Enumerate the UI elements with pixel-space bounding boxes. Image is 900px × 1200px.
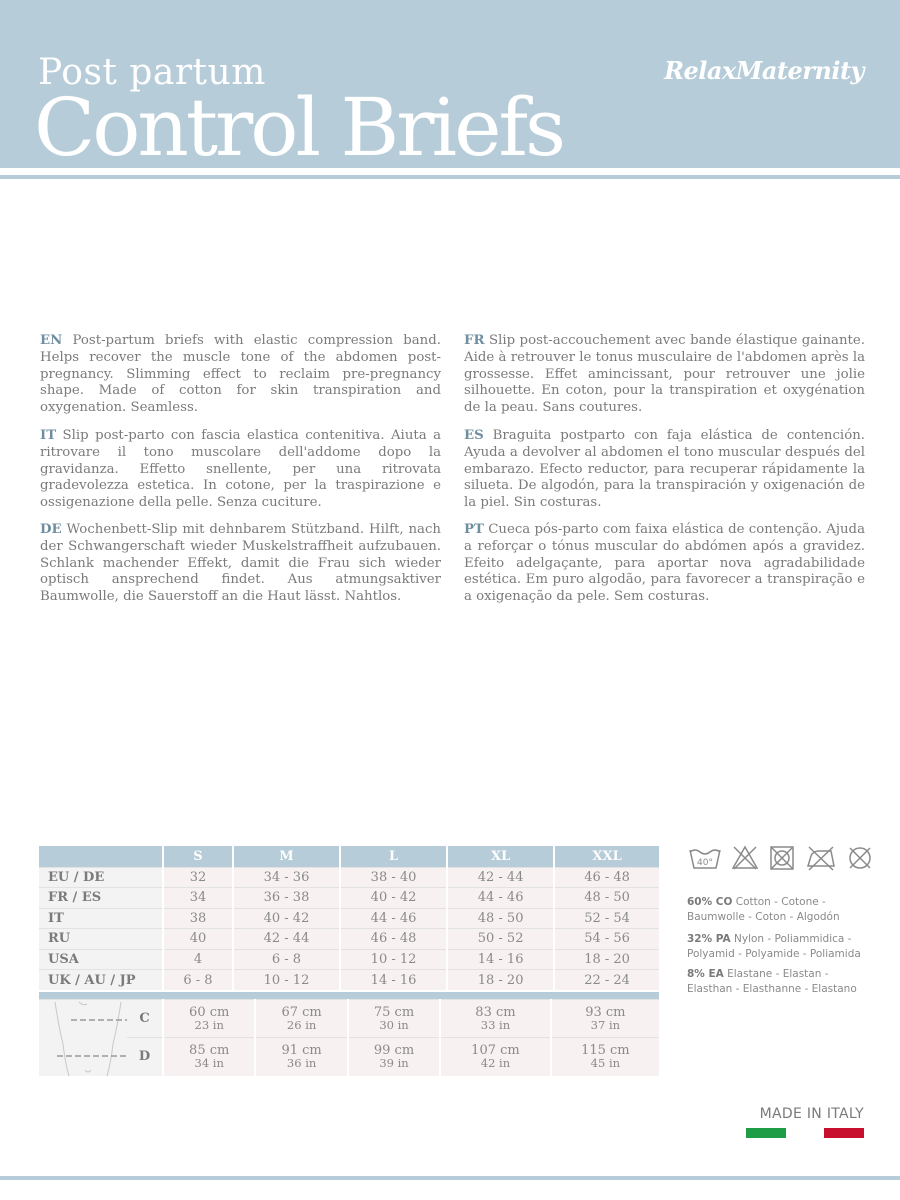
in-value: 42 in xyxy=(480,1055,511,1070)
measure-cell xyxy=(255,1038,347,1076)
measure-cell xyxy=(551,1000,659,1038)
care-symbols xyxy=(688,844,878,876)
cm-value: 93 cm xyxy=(585,1004,626,1020)
lang-code: IT xyxy=(40,428,57,443)
size-cell: 14 - 16 xyxy=(447,949,554,970)
composition-desc: Elastane - Elastan - Elasthan - Elasthanne - Elastano xyxy=(687,968,857,995)
size-cell: 46 - 48 xyxy=(554,867,659,888)
header-band xyxy=(0,0,900,168)
size-cell: 22 - 24 xyxy=(554,970,659,991)
made-in-label: MADE IN ITALY xyxy=(759,1106,864,1122)
cm-value: 75 cm xyxy=(373,1004,415,1020)
size-cell: 18 - 20 xyxy=(447,970,554,991)
country-label: FR / ES xyxy=(39,888,163,909)
measurement-table xyxy=(39,999,659,1076)
composition-nylon xyxy=(687,932,877,962)
measure-cell xyxy=(255,1000,347,1038)
in-value: 45 in xyxy=(590,1055,621,1070)
size-cell: 48 - 50 xyxy=(554,888,659,909)
cm-value: 67 cm xyxy=(281,1004,322,1020)
size-cell: 34 xyxy=(163,888,233,909)
size-cell: 32 xyxy=(163,867,233,888)
in-value: 39 in xyxy=(379,1055,409,1070)
wash-40-icon xyxy=(688,844,722,872)
size-cell: 18 - 20 xyxy=(554,949,659,970)
no-tumble-dry-icon xyxy=(768,844,796,872)
table-header-cell: L xyxy=(340,846,447,867)
table-row xyxy=(39,970,659,991)
in-value: 26 in xyxy=(286,1017,317,1032)
size-cell: 48 - 50 xyxy=(447,908,554,929)
desc-pt xyxy=(464,522,865,606)
size-cell: 34 - 36 xyxy=(233,867,340,888)
measure-letter-c: C xyxy=(127,1000,163,1038)
flag-green-stripe xyxy=(746,1128,786,1138)
desc-fr xyxy=(464,333,865,417)
no-iron-icon xyxy=(805,844,837,872)
flag-red-stripe xyxy=(824,1128,864,1138)
size-cell: 36 - 38 xyxy=(233,888,340,909)
in-value: 36 in xyxy=(286,1055,317,1070)
desc-es xyxy=(464,428,865,512)
size-cell: 10 - 12 xyxy=(233,970,340,991)
no-dry-clean-icon xyxy=(846,844,874,872)
size-cell: 52 - 54 xyxy=(554,908,659,929)
size-cell: 10 - 12 xyxy=(340,949,447,970)
body-outline-icon xyxy=(49,1000,127,1078)
table-row xyxy=(39,929,659,950)
size-cell: 44 - 46 xyxy=(447,888,554,909)
body-outline-figure xyxy=(39,1000,127,1076)
composition-pct: 8% EA xyxy=(687,968,724,980)
table-header-cell xyxy=(39,846,163,867)
cm-value: 60 cm xyxy=(189,1004,230,1020)
in-value: 34 in xyxy=(194,1055,224,1070)
table-row xyxy=(39,867,659,888)
size-cell: 40 - 42 xyxy=(233,908,340,929)
measure-cell xyxy=(348,1000,440,1038)
table-row xyxy=(39,888,659,909)
size-cell: 14 - 16 xyxy=(340,970,447,991)
table-header-cell: XL xyxy=(447,846,554,867)
in-value: 37 in xyxy=(590,1017,621,1032)
composition-elastane xyxy=(687,967,877,997)
table-row xyxy=(39,1000,659,1038)
size-cell: 46 - 48 xyxy=(340,929,447,950)
size-table xyxy=(39,846,659,1076)
desc-text: Slip post-parto con fascia elastica contenitiva. Aiuta a ritrovare il tono muscolare dell'addome dopo la gravidanza. Effetto snellente, per una ritrovata gradevolezza estetica. In cotone, per la traspirazione e ossigenazione della pelle. Senza cuciture. xyxy=(40,428,441,511)
brand-logo: RelaxMaternity xyxy=(664,56,864,85)
table-header-row xyxy=(39,846,659,867)
lang-code: FR xyxy=(464,333,485,348)
measure-cell xyxy=(348,1038,440,1076)
cm-value: 115 cm xyxy=(581,1042,630,1058)
measure-cell xyxy=(163,1000,255,1038)
cm-value: 99 cm xyxy=(373,1042,415,1058)
size-cell: 42 - 44 xyxy=(447,867,554,888)
country-label: UK / AU / JP xyxy=(39,970,163,991)
composition-pct: 60% CO xyxy=(687,896,733,908)
wash-temp: 40° xyxy=(697,858,713,868)
composition-desc: Nylon - Poliammidica - Polyamid - Polyamide - Poliamida xyxy=(687,933,861,960)
size-cell: 38 - 40 xyxy=(340,867,447,888)
country-label: EU / DE xyxy=(39,867,163,888)
measure-letter-d: D xyxy=(127,1038,163,1076)
table-row xyxy=(39,949,659,970)
table-separator xyxy=(39,992,659,999)
in-value: 30 in xyxy=(379,1017,409,1032)
size-cell: 38 xyxy=(163,908,233,929)
size-cell: 40 - 42 xyxy=(340,888,447,909)
measure-cell xyxy=(163,1038,255,1076)
lang-code: EN xyxy=(40,333,63,348)
desc-text: Slip post-accouchement avec bande élastique gainante. Aide à retrouver le tonus musculaire de l'abdomen après la grossesse. Effet amincissant, pour retrouver une jolie silhouette. En coton, pour la transpiration et oxygénation de la peau. Sans coutures. xyxy=(464,333,865,416)
size-cell: 50 - 52 xyxy=(447,929,554,950)
size-cell: 40 xyxy=(163,929,233,950)
desc-text: Cueca pós-parto com faixa elástica de contenção. Ajuda a reforçar o tónus muscular do abdómen após a gravidez. Efeito adelgaçante, para aportar nova agradabilidade estética. Em puro algodão, para favorecer a transpiração e a oxigenação da pele. Sem costuras. xyxy=(464,522,865,605)
page-title: Control Briefs xyxy=(34,81,564,168)
footer-divider xyxy=(0,1176,900,1180)
lang-code: PT xyxy=(464,522,484,537)
measure-cell xyxy=(551,1038,659,1076)
size-cell: 4 xyxy=(163,949,233,970)
no-bleach-icon xyxy=(731,844,759,872)
desc-text: Wochenbett-Slip mit dehnbarem Stützband. Hilft, nach der Schwangerschaft wieder Muskelstraffheit aufzubauen. Schlank machender Effekt, damit die Frau sich wieder optisch ansprechend findet. Aus atmungsaktiver Baumwolle, die Sauerstoff an die Haut lässt. Nahtlos. xyxy=(40,522,441,605)
table-header-cell: S xyxy=(163,846,233,867)
cm-value: 83 cm xyxy=(475,1004,516,1020)
cm-value: 85 cm xyxy=(189,1042,230,1058)
header-divider xyxy=(0,175,900,179)
desc-de xyxy=(40,522,441,606)
country-label: IT xyxy=(39,908,163,929)
composition-pct: 32% PA xyxy=(687,933,731,945)
table-row xyxy=(39,1038,659,1076)
composition-cotton xyxy=(687,895,877,925)
cm-value: 91 cm xyxy=(281,1042,322,1058)
size-cell: 44 - 46 xyxy=(340,908,447,929)
desc-text: Braguita postparto con faja elástica de contención. Ayuda a devolver al abdomen el tono muscular después del embarazo. Efecto reductor, para recuperar rápidamente la silueta. De algodón, para la transpiración y oxigenación de la piel. Sin costuras. xyxy=(464,428,865,511)
lang-code: DE xyxy=(40,522,62,537)
size-conversion-table xyxy=(39,846,659,990)
desc-it xyxy=(40,428,441,512)
desc-text: Post-partum briefs with elastic compression band. Helps recover the muscle tone of the abdomen post-pregnancy. Slimming effect to reclaim pre-pregnancy shape. Made of cotton for skin transpiration and oxygenation. Seamless. xyxy=(40,333,441,416)
measure-cell xyxy=(440,1038,550,1076)
size-cell: 42 - 44 xyxy=(233,929,340,950)
table-header-cell: M xyxy=(233,846,340,867)
subtitle: Post partum xyxy=(38,52,266,93)
size-cell: 54 - 56 xyxy=(554,929,659,950)
size-cell: 6 - 8 xyxy=(163,970,233,991)
country-label: RU xyxy=(39,929,163,950)
desc-en xyxy=(40,333,441,417)
measure-cell xyxy=(440,1000,550,1038)
size-cell: 6 - 8 xyxy=(233,949,340,970)
table-header-cell: XXL xyxy=(554,846,659,867)
in-value: 23 in xyxy=(194,1017,224,1032)
in-value: 33 in xyxy=(480,1017,511,1032)
composition-desc: Cotton - Cotone - Baumwolle - Coton - Algodón xyxy=(687,896,840,923)
country-label: USA xyxy=(39,949,163,970)
table-row xyxy=(39,908,659,929)
lang-code: ES xyxy=(464,428,484,443)
cm-value: 107 cm xyxy=(471,1042,520,1058)
